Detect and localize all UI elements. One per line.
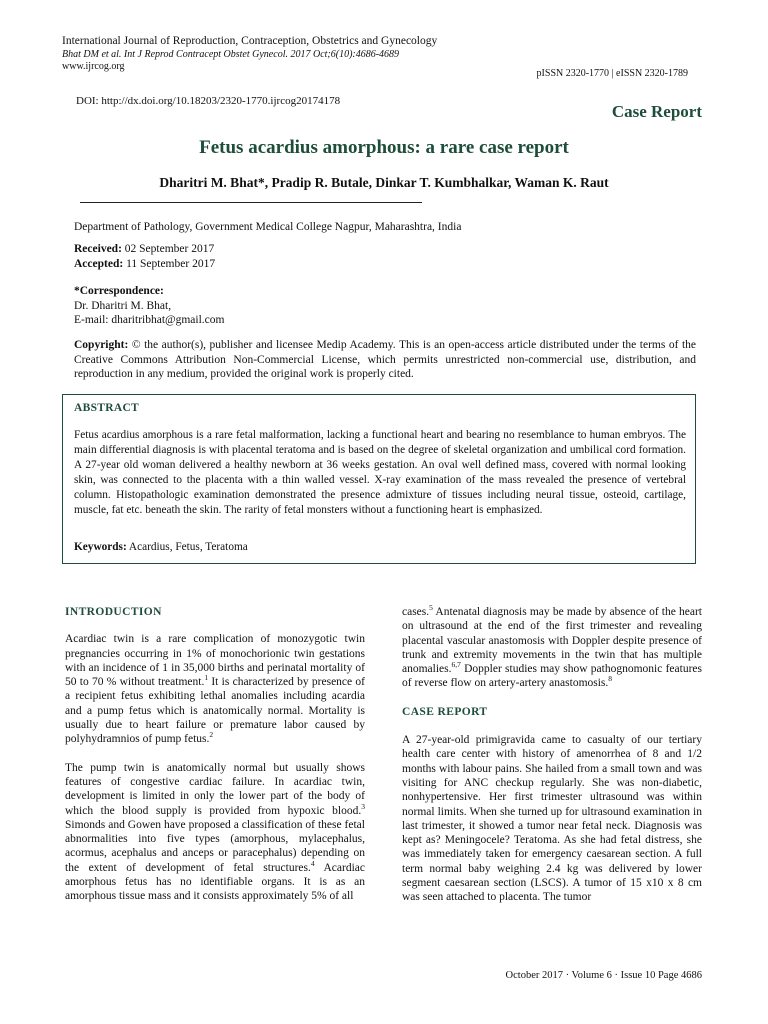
case-report-paragraph: A 27-year-old primigravida came to casualty of our tertiary health care center with history of amenorrhea of 8 and 1/2 months with labour pains. She hailed from a small town and was visiting for ANC checkup regularly. She was non-diabetic, nonhypertensive. Her first trimester ultrasound was within normal limits. When she turned up for ultrasound examination in last trimester, it showed a tumor near fetal neck. Diagnosis was kept as? Meningocele? Teratoma. As she had fetal distress, she was immediately taken for emergency caesarean section. A full term normal baby weighing 2.4 kg was delivered by lower segment caesarean section (LSCS). A tumor of 15 x10 x 8 cm was seen attached to placenta. The tumor: [402, 734, 702, 904]
accepted-date: Accepted: 11 September 2017: [74, 257, 216, 270]
keywords: Keywords: Acardius, Fetus, Teratoma: [74, 541, 248, 553]
journal-name: International Journal of Reproduction, Contraception, Obstetrics and Gynecology: [62, 35, 438, 47]
left-column: [65, 605, 365, 904]
received-date: Received: 02 September 2017: [74, 243, 215, 255]
abstract-text: Fetus acardius amorphous is a rare fetal malformation, lacking a functional heart and bearing no resemblance to human embryos. The main differential diagnosis is with placental teratoma and is based on the degree of skeletal organization and umbilical cord formation. A 27-year old woman delivered a healthy newborn at 36 weeks gestation. An oval well defined mass, covered with normal looking skin, was connected to the placenta with a thin walled vessel. X-ray examination of the mass revealed the presence of vertebral column. Histopathologic examination demonstrated the presence admixture of tissues including neural tissue, osteoid, cartilage, muscle, fat etc. beneath the skin. The rarity of fetal monsters without a functioning heart is emphasized.: [74, 429, 686, 516]
article-type: Case Report: [611, 102, 702, 121]
right-column: [402, 605, 702, 905]
issn-line: pISSN 2320-1770 | eISSN 2320-1789: [536, 68, 688, 79]
intro-paragraph-1: Acardiac twin is a rare complication of monozygotic twin pregnancies occurring in 1% of monochorionic twin gestations with an incidence of 1 in 35,000 births and perinatal mortality of 50 to 70 % without treatment.$^1$ It is characterized by presence of a recipient fetus exhibiting lethal anomalies including acardia and a pump fetus which is anatomically normal. Mortality is usually due to heart failure or premature labor caused by polyhydramnios of pump fetus.$^2$: [65, 633, 365, 746]
correspondence: [74, 284, 696, 328]
correspondence-name: Dr. Dharitri M. Bhat,: [74, 299, 172, 312]
abstract-heading: ABSTRACT: [74, 402, 140, 414]
article-title: Fetus acardius amorphous: a rare case report: [199, 137, 569, 158]
citation-line: Bhat DM et al. Int J Reprod Contracept Obstet Gynecol. 2017 Oct;6(10):4686-4689: [62, 49, 400, 60]
copyright-notice: Copyright: © the author(s), publisher and licensee Medip Academy. This is an open-access article distributed under the terms of the Creative Commons Attribution Non-Commercial License, which permits unrestricted non-commercial use, distribution, and reproduction in any medium, provided the original work is properly cited.: [74, 339, 696, 380]
correspondence-label: *Correspondence:: [74, 285, 164, 297]
introduction-heading: INTRODUCTION: [65, 606, 162, 618]
case-report-heading: CASE REPORT: [402, 705, 488, 718]
author-divider: [80, 202, 422, 203]
page-footer: October 2017 · Volume 6 · Issue 10 Page 4686: [505, 970, 702, 981]
intro-paragraph-2: The pump twin is anatomically normal but usually shows features of congestive cardiac failure. In acardiac twin, development is limited in only the lower part of the body of which the blood supply is provided from hypoxic blood.$^3$ Simonds and Gowen have proposed a classification of these fetal abnormalities into five types (amorphous, mylacephalus, acormus, acephalus and anceps or paracephalus) depending on the extent of development of fetal structures.$^4$ Acardiac amorphous fetus has no identifiable organs. It is as an amorphous tissue mass and it consists approximately 5% of all: [65, 761, 365, 903]
journal-website[interactable]: www.ijrcog.org: [62, 61, 125, 72]
article-dates: [74, 242, 696, 271]
correspondence-email[interactable]: E-mail: dharitribhat@gmail.com: [74, 314, 225, 326]
author-list: Dharitri M. Bhat*, Pradip R. Butale, Dinkar T. Kumbhalkar, Waman K. Raut: [159, 175, 609, 190]
doi-link[interactable]: DOI: http://dx.doi.org/10.18203/2320-1770.ijrcog20174178: [76, 95, 341, 107]
intro-paragraph-3: cases.$^5$ Antenatal diagnosis may be made by absence of the heart on ultrasound at the end of the first trimester and revealing placental vascular anastomosis with Doppler despite presence of trunk and extremity movements in the twin that has multiple anomalies.$^{6,7}$ Doppler studies may show pathognomonic features of reverse flow on artery-artery anastomosis.$^8$: [402, 603, 702, 690]
affiliation: Department of Pathology, Government Medical College Nagpur, Maharashtra, India: [74, 221, 462, 233]
